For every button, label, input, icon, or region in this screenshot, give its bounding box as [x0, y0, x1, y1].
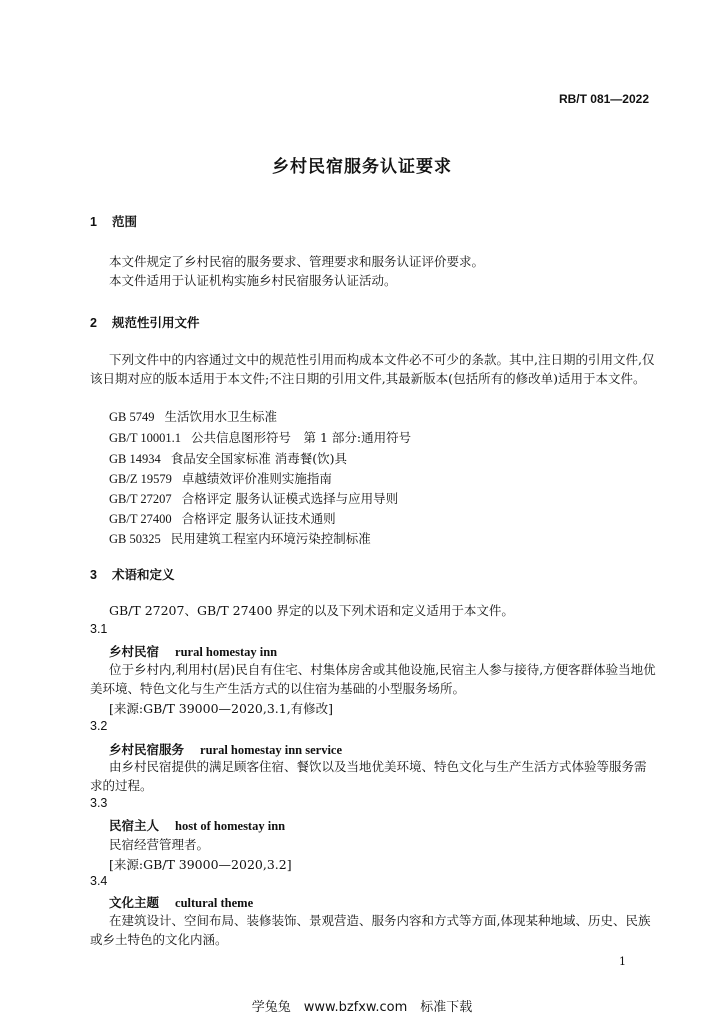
section-title: 术语和定义 — [112, 567, 175, 582]
term-cn: 文化主题 — [109, 895, 160, 910]
reference-item — [109, 469, 332, 487]
term-definition: 民宿经营管理者。 — [109, 837, 210, 852]
term-source: [来源:GB/T 39000—2020,3.2] — [109, 857, 292, 872]
term-en: rural homestay inn — [175, 645, 278, 659]
term-en: rural homestay inn service — [200, 743, 343, 757]
footer-watermark: 学兔兔 www.bzfxw.com 标准下载 — [251, 1000, 473, 1015]
standard-number: RB/T 081—2022 — [558, 92, 649, 106]
term-heading — [109, 740, 342, 758]
reference-code: GB/T 10001.1 — [109, 431, 181, 445]
section-title: 规范性引用文件 — [112, 315, 200, 330]
page-number: 1 — [619, 955, 626, 968]
reference-title: 合格评定 服务认证技术通则 — [181, 511, 336, 526]
reference-item — [109, 428, 411, 446]
term-definition — [90, 757, 658, 795]
section-number: 3 — [90, 568, 97, 582]
section-heading-scope — [90, 212, 137, 230]
reference-code: GB 5749 — [109, 410, 155, 424]
term-heading — [109, 642, 277, 660]
reference-title: 生活饮用水卫生标准 — [164, 409, 278, 424]
reference-title: 合格评定 服务认证模式选择与应用导则 — [181, 491, 399, 506]
term-heading — [109, 893, 253, 911]
reference-item — [109, 529, 371, 547]
paragraph: GB/T 27207、GB/T 27400 界定的以及下列术语和定义适用于本文件。 — [109, 603, 514, 618]
paragraph: 本文件适用于认证机构实施乡村民宿服务认证活动。 — [109, 273, 397, 288]
paragraph-text: 下列文件中的内容通过文中的规范性引用而构成本文件必不可少的条款。其中,注日期的引用文件,仅该日期对应的版本适用于本文件;不注日期的引用文件,其最新版本(包括所有的修改单)适用于本文件。 — [90, 352, 655, 386]
term-number: 3.4 — [90, 874, 108, 888]
reference-item — [109, 407, 277, 425]
reference-code: GB/T 27400 — [109, 512, 172, 526]
reference-title: 食品安全国家标准 消毒餐(饮)具 — [170, 451, 347, 466]
reference-title: 卓越绩效评价准则实施指南 — [181, 471, 332, 486]
section-heading-normative-references — [90, 313, 200, 331]
reference-item — [109, 489, 398, 507]
definition-text: 由乡村民宿提供的满足顾客住宿、餐饮以及当地优美环境、特色文化与生产生活方式体验等服务需求的过程。 — [90, 759, 647, 793]
section-number: 1 — [90, 215, 97, 229]
reference-title: 公共信息图形符号 第 1 部分:通用符号 — [191, 430, 412, 445]
reference-code: GB/T 27207 — [109, 492, 172, 506]
term-definition — [90, 911, 658, 949]
reference-code: GB/Z 19579 — [109, 472, 172, 486]
term-definition — [90, 660, 658, 698]
reference-code: GB 14934 — [109, 452, 161, 466]
term-heading — [109, 816, 285, 834]
term-number: 3.1 — [90, 622, 108, 636]
term-number: 3.2 — [90, 719, 108, 733]
paragraph — [90, 350, 658, 388]
reference-item — [109, 449, 347, 467]
reference-code: GB 50325 — [109, 532, 161, 546]
term-number: 3.3 — [90, 796, 108, 810]
term-en: host of homestay inn — [175, 819, 286, 833]
reference-title: 民用建筑工程室内环境污染控制标准 — [170, 531, 371, 546]
section-heading-terms — [90, 565, 175, 583]
term-cn: 乡村民宿服务 — [109, 742, 185, 757]
document-title: 乡村民宿服务认证要求 — [272, 157, 452, 177]
reference-item — [109, 509, 336, 527]
definition-text: 位于乡村内,利用村(居)民自有住宅、村集体房舍或其他设施,民宿主人参与接待,方便客群体验当地优美环境、特色文化与生产生活方式的以住宿为基础的小型服务场所。 — [90, 662, 656, 696]
term-cn: 民宿主人 — [109, 818, 160, 833]
section-number: 2 — [90, 316, 97, 330]
section-title: 范围 — [112, 214, 138, 229]
term-en: cultural theme — [175, 896, 254, 910]
definition-text: 在建筑设计、空间布局、装修装饰、景观营造、服务内容和方式等方面,体现某种地域、历史、民族或乡土特色的文化内涵。 — [90, 913, 651, 947]
term-cn: 乡村民宿 — [109, 644, 160, 659]
paragraph: 本文件规定了乡村民宿的服务要求、管理要求和服务认证评价要求。 — [109, 254, 485, 269]
term-source: [来源:GB/T 39000—2020,3.1,有修改] — [109, 701, 334, 716]
